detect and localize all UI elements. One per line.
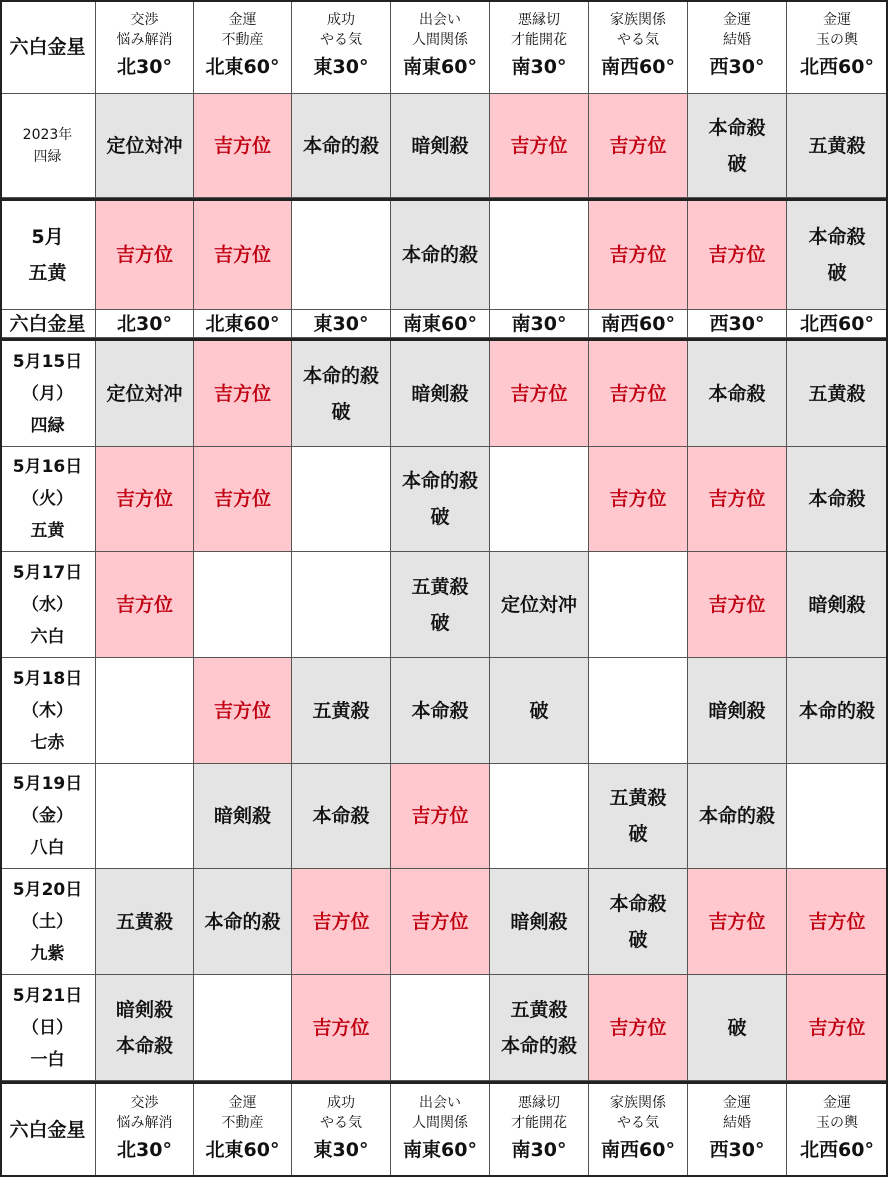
- year-row-label: [0, 94, 96, 198]
- direction-dir: 南30°: [511, 1139, 567, 1161]
- mid-direction-line: 東30°: [313, 312, 369, 335]
- day-row-cell: [787, 447, 888, 552]
- day-row-cell-line: 暗剣殺: [213, 805, 271, 827]
- day-row-cell-line: 本命殺: [312, 805, 370, 827]
- day-row-cell: [292, 975, 391, 1081]
- day-row-label-line: （水）: [22, 594, 73, 615]
- direction-dir: 北30°: [117, 1139, 172, 1161]
- mid-direction: [391, 310, 490, 338]
- mid-direction-line: 北30°: [117, 312, 172, 335]
- day-row-cell-line: 本命的殺: [500, 1034, 577, 1057]
- day-row-cell-line: 吉方位: [708, 910, 766, 933]
- day-row-label-line: 5月16日: [12, 457, 83, 477]
- day-row-label-line: 5月18日: [12, 668, 83, 689]
- day-row-label-line: 5月19日: [12, 774, 83, 794]
- day-row-cell: [96, 552, 194, 658]
- day-row-cell-line: 破: [628, 823, 648, 845]
- month-row-cell: [391, 201, 490, 310]
- day-row-cell-line: 吉方位: [411, 910, 469, 933]
- day-row-cell: [688, 869, 787, 975]
- day-row-cell: [194, 552, 292, 658]
- day-row-cell: [391, 552, 490, 658]
- day-row-cell: [589, 341, 688, 447]
- direction-dir: 南西60°: [601, 1139, 675, 1161]
- day-row-cell-line: 本命的殺: [401, 470, 478, 492]
- year-row-cell-line: 破: [727, 152, 747, 175]
- direction-dir: 南西60°: [601, 55, 675, 78]
- day-row-cell-line: 吉方位: [609, 382, 667, 405]
- top-header-star-label: [0, 0, 96, 94]
- day-row-cell: [688, 341, 787, 447]
- day-row-cell: [391, 341, 490, 447]
- top-header-direction-header: [589, 0, 688, 94]
- mid-direction-line: 北東60°: [205, 312, 280, 335]
- year-row-cell: [688, 94, 787, 198]
- direction-line1: 金運: [228, 1095, 257, 1111]
- day-row-label-line: （日）: [22, 1017, 73, 1038]
- direction-line1: 金運: [723, 11, 751, 28]
- day-row-cell: [292, 658, 391, 764]
- year-row-cell-line: 定位対冲: [106, 134, 183, 157]
- day-row-cell-line: 吉方位: [808, 910, 866, 933]
- bottom-header-direction-header: [490, 1084, 589, 1177]
- day-row-label-line: 一白: [30, 1049, 65, 1070]
- day-row-cell: [391, 764, 490, 869]
- day-row-cell: [688, 447, 787, 552]
- month-row-cell-line: 本命殺: [808, 226, 866, 248]
- mid-star-label: [0, 310, 96, 338]
- day-row-label: [0, 447, 96, 552]
- day-row-cell: [688, 658, 787, 764]
- day-row-cell: [96, 658, 194, 764]
- direction-line2: やる気: [320, 1115, 362, 1131]
- mid-direction: [194, 310, 292, 338]
- direction-line1: 成功: [327, 1095, 355, 1111]
- day-row-label: [0, 764, 96, 869]
- day-row-cell: [787, 552, 888, 658]
- month-row-cell: [688, 201, 787, 310]
- year-row-cell: [292, 94, 391, 198]
- day-row-cell-line: 吉方位: [115, 593, 173, 616]
- day-row-cell: [490, 869, 589, 975]
- bottom-header-direction-header: [194, 1084, 292, 1177]
- day-row-cell-line: 五黄殺: [411, 575, 469, 598]
- day-row-cell-line: 吉方位: [312, 910, 370, 933]
- day-row-cell: [688, 552, 787, 658]
- day-row-label-line: 五黄: [30, 521, 65, 541]
- bottom-header-direction-header: [96, 1084, 194, 1177]
- direction-line1: 悪縁切: [518, 1095, 560, 1111]
- direction-line1: 出会い: [419, 11, 461, 28]
- direction-line2: 玉の輿: [816, 1115, 858, 1131]
- day-row-cell: [490, 341, 589, 447]
- mid-direction: [96, 310, 194, 338]
- direction-line2: 不動産: [221, 31, 264, 48]
- day-row-label-line: 六白: [30, 626, 65, 647]
- month-row-cell-line: 本命的殺: [401, 244, 478, 266]
- day-row-cell-line: 破: [628, 928, 648, 951]
- day-row-cell-line: 本命殺: [411, 699, 469, 722]
- month-row-cell-line: 破: [827, 262, 847, 284]
- day-row-cell: [589, 975, 688, 1081]
- direction-line1: 交渉: [130, 1095, 159, 1111]
- day-row-cell-line: 暗剣殺: [510, 910, 568, 933]
- top-header-direction-header: [194, 0, 292, 94]
- direction-line2: 不動産: [221, 1115, 264, 1131]
- year-row-cell-line: 吉方位: [213, 134, 271, 157]
- month-row-cell: [96, 201, 194, 310]
- mid-direction-line: 北西60°: [800, 312, 874, 335]
- direction-line2: 悩み解消: [116, 1115, 173, 1131]
- direction-line1: 金運: [723, 1095, 751, 1111]
- month-row-cell-line: 吉方位: [708, 244, 766, 266]
- day-row-label-line: 七赤: [30, 732, 65, 753]
- day-row-label-line: （金）: [22, 806, 73, 826]
- direction-line1: 交渉: [130, 11, 159, 28]
- year-row-cell-line: 吉方位: [609, 134, 667, 157]
- mid-direction-line: 南西60°: [601, 312, 675, 335]
- day-row-cell: [292, 869, 391, 975]
- day-row-cell: [787, 869, 888, 975]
- direction-dir: 西30°: [709, 1139, 765, 1161]
- bottom-header-direction-header: [787, 1084, 888, 1177]
- day-row-cell: [391, 658, 490, 764]
- day-row-cell: [194, 341, 292, 447]
- bottom-header-direction-header: [589, 1084, 688, 1177]
- day-row-cell-line: 吉方位: [213, 488, 271, 510]
- day-row-cell-line: 吉方位: [808, 1016, 866, 1039]
- day-row-label-line: 5月21日: [12, 985, 83, 1006]
- day-row-label: [0, 869, 96, 975]
- year-row-cell-line: 暗剣殺: [411, 134, 469, 157]
- year-row-cell-line: 五黄殺: [808, 134, 866, 157]
- direction-line2: 人間関係: [412, 1115, 468, 1131]
- day-row-cell: [194, 764, 292, 869]
- mid-star-label-line: 六白金星: [9, 312, 86, 335]
- day-row-cell: [391, 447, 490, 552]
- day-row-cell-line: 吉方位: [609, 488, 667, 510]
- day-row-cell-line: 本命殺: [808, 488, 866, 510]
- mid-direction: [490, 310, 589, 338]
- month-row-cell: [194, 201, 292, 310]
- day-row-cell: [490, 552, 589, 658]
- day-row-cell-line: 吉方位: [312, 1016, 370, 1039]
- day-row-label-line: 5月17日: [12, 562, 83, 583]
- day-row-cell-line: 吉方位: [213, 699, 271, 722]
- direction-dir: 北西60°: [800, 1139, 874, 1161]
- direction-line2: やる気: [617, 31, 659, 48]
- day-row-cell-line: 破: [430, 611, 450, 634]
- day-row-cell-line: 吉方位: [708, 488, 766, 510]
- day-row-label: [0, 975, 96, 1081]
- day-row-cell: [194, 869, 292, 975]
- year-row-cell-line: 本命的殺: [302, 134, 379, 157]
- direction-dir: 北東60°: [205, 1139, 280, 1161]
- day-row-cell-line: 本命殺: [609, 892, 667, 915]
- direction-line2: やる気: [617, 1115, 659, 1131]
- day-row-cell-line: 破: [727, 1016, 747, 1039]
- day-row-cell: [391, 975, 490, 1081]
- direction-line1: 家族関係: [610, 1095, 666, 1111]
- year-row-cell: [391, 94, 490, 198]
- direction-line1: 金運: [228, 11, 257, 28]
- bottom-header-direction-header: [391, 1084, 490, 1177]
- mid-direction-line: 南東60°: [403, 312, 477, 335]
- direction-line2: 才能開花: [511, 31, 567, 48]
- day-row-cell-line: 破: [430, 506, 450, 528]
- year-row-label-line: 2023年: [22, 126, 73, 143]
- month-row-cell-line: 吉方位: [115, 244, 173, 266]
- year-row-cell: [787, 94, 888, 198]
- day-row-cell: [589, 869, 688, 975]
- direction-line1: 金運: [823, 1095, 851, 1111]
- day-row-cell: [490, 975, 589, 1081]
- mid-direction: [292, 310, 391, 338]
- direction-dir: 東30°: [313, 1139, 369, 1161]
- day-row-label: [0, 341, 96, 447]
- day-row-label-line: 5月15日: [12, 351, 83, 372]
- direction-line2: 結婚: [723, 31, 751, 48]
- day-row-label-line: 九紫: [30, 943, 65, 964]
- day-row-cell-line: 破: [331, 400, 351, 423]
- direction-dir: 東30°: [313, 55, 369, 78]
- direction-line2: 悩み解消: [116, 31, 173, 48]
- bottom-header-direction-header: [688, 1084, 787, 1177]
- month-row-cell: [589, 201, 688, 310]
- direction-line2: 才能開花: [511, 1115, 567, 1131]
- direction-line2: 人間関係: [412, 31, 468, 48]
- mid-direction-line: 南30°: [511, 312, 567, 335]
- day-row-cell: [194, 658, 292, 764]
- month-row-cell: [292, 201, 391, 310]
- month-row-cell: [490, 201, 589, 310]
- day-row-cell-line: 本命的殺: [798, 699, 875, 722]
- month-row-cell: [787, 201, 888, 310]
- year-row-cell-line: 吉方位: [510, 134, 568, 157]
- bottom-header-direction-header: [292, 1084, 391, 1177]
- bottom-header-star-label-line: 六白金星: [9, 1119, 86, 1141]
- day-row-cell-line: 五黄殺: [115, 910, 173, 933]
- day-row-cell: [589, 552, 688, 658]
- day-row-cell-line: 定位対冲: [106, 382, 183, 405]
- day-row-cell-line: 五黄殺: [609, 787, 667, 809]
- day-row-cell-line: 吉方位: [708, 593, 766, 616]
- day-row-cell: [589, 447, 688, 552]
- day-row-cell: [787, 658, 888, 764]
- day-row-cell-line: 本命的殺: [698, 805, 775, 827]
- direction-dir: 北30°: [117, 55, 172, 78]
- top-header-direction-header: [688, 0, 787, 94]
- day-row-cell: [96, 447, 194, 552]
- direction-dir: 西30°: [709, 55, 765, 78]
- day-row-cell: [194, 975, 292, 1081]
- day-row-label-line: 四緑: [30, 415, 65, 436]
- year-row-cell: [194, 94, 292, 198]
- direction-line2: やる気: [320, 31, 362, 48]
- month-row-label-line: 5月: [31, 226, 64, 248]
- day-row-cell: [96, 975, 194, 1081]
- day-row-cell-line: 五黄殺: [312, 699, 370, 722]
- direction-line1: 悪縁切: [518, 11, 560, 28]
- month-row-cell-line: 吉方位: [609, 244, 667, 266]
- direction-dir: 南東60°: [403, 1139, 477, 1161]
- direction-line1: 家族関係: [610, 11, 666, 28]
- direction-line1: 出会い: [419, 1095, 461, 1111]
- day-row-label-line: （木）: [22, 700, 73, 721]
- day-row-label: [0, 552, 96, 658]
- bottom-header-star-label: [0, 1084, 96, 1177]
- top-header-direction-header: [292, 0, 391, 94]
- month-row-cell-line: 吉方位: [213, 244, 271, 266]
- top-header-direction-header: [391, 0, 490, 94]
- day-row-cell-line: 定位対冲: [500, 593, 577, 616]
- day-row-cell: [490, 764, 589, 869]
- top-header-direction-header: [96, 0, 194, 94]
- year-row-cell: [96, 94, 194, 198]
- direction-dir: 南30°: [511, 55, 567, 78]
- day-row-cell: [292, 552, 391, 658]
- day-row-label-line: （土）: [22, 911, 73, 932]
- day-row-cell-line: 吉方位: [115, 488, 173, 510]
- day-row-cell-line: 五黄殺: [510, 998, 568, 1021]
- year-row-cell: [490, 94, 589, 198]
- day-row-cell-line: 暗剣殺: [411, 382, 469, 405]
- day-row-cell: [589, 658, 688, 764]
- direction-line1: 成功: [327, 11, 355, 28]
- day-row-cell: [688, 764, 787, 869]
- day-row-cell: [490, 658, 589, 764]
- direction-line2: 玉の輿: [816, 31, 858, 48]
- day-row-cell-line: 五黄殺: [808, 382, 866, 405]
- day-row-cell-line: 吉方位: [213, 382, 271, 405]
- day-row-cell-line: 本命殺: [115, 1034, 173, 1057]
- day-row-cell: [292, 447, 391, 552]
- day-row-label-line: （月）: [22, 383, 73, 404]
- day-row-label-line: （火）: [22, 489, 73, 509]
- day-row-cell-line: 吉方位: [411, 805, 469, 827]
- day-row-cell: [391, 869, 490, 975]
- day-row-cell-line: 暗剣殺: [708, 699, 766, 722]
- year-row-label-line: 四緑: [33, 148, 62, 165]
- mid-direction: [787, 310, 888, 338]
- day-row-cell-line: 本命的殺: [204, 910, 281, 933]
- mid-direction-line: 西30°: [709, 312, 765, 335]
- day-row-cell: [589, 764, 688, 869]
- day-row-cell: [96, 341, 194, 447]
- month-row-label-line: 五黄: [28, 262, 67, 284]
- day-row-label-line: 八白: [30, 838, 65, 858]
- day-row-label-line: 5月20日: [12, 879, 83, 900]
- day-row-cell: [194, 447, 292, 552]
- direction-dir: 北西60°: [800, 55, 874, 78]
- day-row-cell-line: 吉方位: [510, 382, 568, 405]
- day-row-cell-line: 暗剣殺: [115, 998, 173, 1021]
- direction-dir: 南東60°: [403, 55, 477, 78]
- mid-direction: [688, 310, 787, 338]
- day-row-cell: [787, 341, 888, 447]
- day-row-cell: [787, 975, 888, 1081]
- year-row-cell-line: 本命殺: [708, 116, 766, 139]
- day-row-label: [0, 658, 96, 764]
- day-row-cell: [292, 764, 391, 869]
- day-row-cell: [292, 341, 391, 447]
- day-row-cell-line: 破: [529, 699, 549, 722]
- mid-direction: [589, 310, 688, 338]
- day-row-cell-line: 暗剣殺: [808, 593, 866, 616]
- day-row-cell-line: 吉方位: [609, 1016, 667, 1039]
- direction-line1: 金運: [823, 11, 851, 28]
- top-header-star-label-line: 六白金星: [9, 35, 86, 58]
- direction-dir: 北東60°: [205, 55, 280, 78]
- month-row-label: [0, 201, 96, 310]
- top-header-direction-header: [787, 0, 888, 94]
- day-row-cell: [96, 869, 194, 975]
- day-row-cell-line: 本命的殺: [302, 364, 379, 387]
- day-row-cell-line: 本命殺: [708, 382, 766, 405]
- day-row-cell: [96, 764, 194, 869]
- year-row-cell: [589, 94, 688, 198]
- day-row-cell: [688, 975, 787, 1081]
- day-row-cell: [787, 764, 888, 869]
- direction-line2: 結婚: [723, 1115, 751, 1131]
- top-header-direction-header: [490, 0, 589, 94]
- day-row-cell: [490, 447, 589, 552]
